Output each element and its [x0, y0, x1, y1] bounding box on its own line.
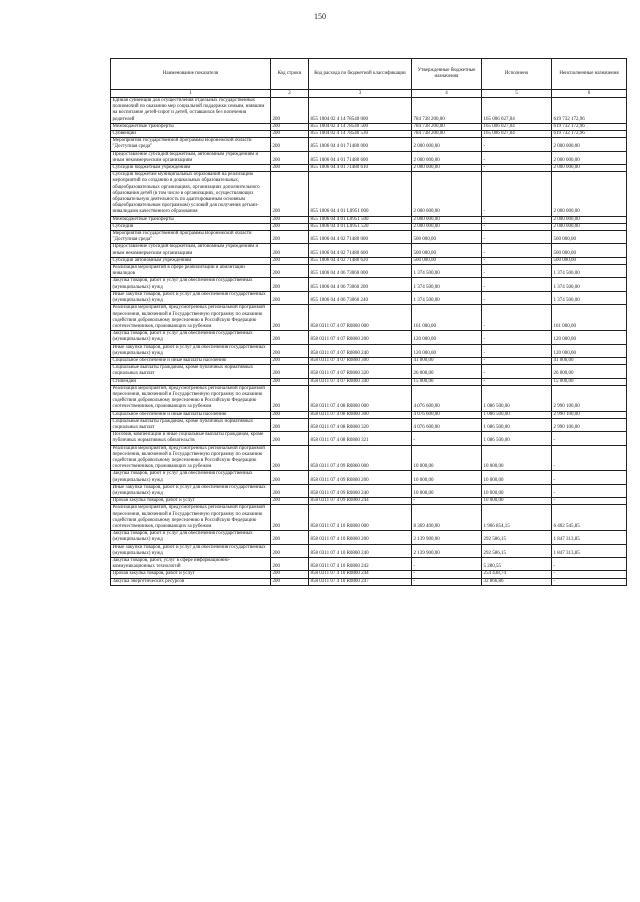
budget-execution-table [110, 58, 627, 586]
cell-executed: 165 006 027,04 [482, 131, 552, 138]
cell-remaining: 2 000 000,00 [552, 138, 627, 151]
cell-budget-code: 858 0311 07 4 07 R0860 300 [309, 357, 412, 364]
table-row [111, 411, 627, 418]
cell-line-code: 200 [271, 578, 309, 585]
cell-executed: - [482, 365, 552, 378]
cell-indicator-name: Предоставление субсидий бюджетным, автономным учреждениям и иным некоммерческим организациям [111, 244, 271, 257]
cell-indicator-name: Закупка товаров, работ и услуг для обеспечения государственных (муниципальных) нужд [111, 331, 271, 344]
table-row [111, 498, 627, 505]
cell-indicator-name: Иные закупки товаров, работ и услуг для обеспечения государственных (муниципальных) нужд [111, 344, 271, 357]
cell-executed: 10 000,00 [482, 484, 552, 497]
cell-remaining: 2 000 000,00 [552, 165, 627, 172]
cell-approved: 2 000 000,00 [412, 151, 482, 164]
cell-remaining: 161 000,00 [552, 305, 627, 331]
cell-line-code: 200 [271, 223, 309, 230]
table-row [111, 257, 627, 264]
cell-indicator-name: Закупка товаров, работ и услуг для обеспечения государственных (муниципальных) нужд [111, 471, 271, 484]
cell-approved: 4 076 600,00 [412, 385, 482, 411]
table-row [111, 344, 627, 357]
cell-approved: 1 374 500,00 [412, 278, 482, 291]
cell-remaining: - [552, 471, 627, 484]
cell-remaining: 2 000 000,00 [552, 151, 627, 164]
cell-remaining: 500 000,00 [552, 231, 627, 244]
cell-remaining: 26 000,00 [552, 365, 627, 378]
cell-executed: - [482, 265, 552, 278]
cell-line-code: 200 [271, 357, 309, 364]
cell-budget-code: 858 0311 07 4 09 R0860 244 [309, 498, 412, 505]
cell-executed: - [482, 231, 552, 244]
cell-approved: 10 000,00 [412, 471, 482, 484]
cell-indicator-name: Мероприятия государственной программы Воронежской области "Доступная среда" [111, 231, 271, 244]
cell-line-code: 200 [271, 558, 309, 571]
cell-indicator-name: Предоставление субсидий бюджетным, автономным учреждениям и иным некоммерческим организациям [111, 151, 271, 164]
cell-budget-code: 858 0311 07 4 10 R0860 247 [309, 578, 412, 585]
cell-remaining: 500 000,00 [552, 257, 627, 264]
cell-remaining: - [552, 558, 627, 571]
cell-line-code: 200 [271, 378, 309, 385]
table-row [111, 151, 627, 164]
cell-line-code: 200 [271, 123, 309, 130]
cell-executed: 10 000,00 [482, 445, 552, 471]
table-row [111, 331, 627, 344]
table-row [111, 432, 627, 445]
table-row [111, 131, 627, 138]
cell-budget-code: 858 0311 07 4 07 R0860 200 [309, 331, 412, 344]
cell-budget-code: 855 1004 02 4 14 78540 530 [309, 131, 412, 138]
cell-approved: 1 374 500,00 [412, 291, 482, 304]
cell-indicator-name: Субсидии бюджетам муниципальных образований на реализацию мероприятий по созданию в дошкольных образовательных, общеобразовательных организациях, организациях дополнительного образования детей (в том числе в организациях, осуществляющих образовательную деятельность по адаптированным основным общеобразовательным программам) условий для получения детьми-инвалидами качественного образования [111, 172, 271, 216]
cell-approved: 4 076 600,00 [412, 411, 482, 418]
cell-approved: - [412, 558, 482, 571]
cell-approved: 2 000 000,00 [412, 216, 482, 223]
cell-budget-code: 855 1006 04 4 01 71480 600 [309, 151, 412, 164]
cell-line-code: 200 [271, 544, 309, 557]
cell-approved: 26 000,00 [412, 365, 482, 378]
cell-approved: 784 738 200,00 [412, 98, 482, 124]
cell-budget-code: 858 0311 07 4 09 R0860 200 [309, 471, 412, 484]
table-row [111, 265, 627, 278]
cell-budget-code: 858 0311 07 4 09 R0860 240 [309, 484, 412, 497]
cell-remaining: 619 732 172,96 [552, 131, 627, 138]
cell-budget-code: 858 0311 07 4 08 R0860 320 [309, 418, 412, 431]
cell-executed: - [482, 216, 552, 223]
cell-executed: - [482, 344, 552, 357]
cell-budget-code: 858 0311 07 4 07 R0860 320 [309, 365, 412, 378]
cell-remaining: 619 732 172,96 [552, 123, 627, 130]
cell-remaining: - [552, 498, 627, 505]
table-row [111, 365, 627, 378]
table-row [111, 558, 627, 571]
cell-indicator-name: Субсидии автономным учреждениям [111, 257, 271, 264]
cell-budget-code: 858 0311 07 4 10 R0860 000 [309, 505, 412, 531]
cell-line-code: 200 [271, 418, 309, 431]
cell-remaining: 1 847 313,85 [552, 544, 627, 557]
cell-remaining: 2 000 000,00 [552, 216, 627, 223]
table-row [111, 216, 627, 223]
cell-remaining: 6 402 545,85 [552, 505, 627, 531]
cell-budget-code: 855 1006 04 4 06 73060 240 [309, 291, 412, 304]
cell-executed: - [482, 278, 552, 291]
cell-line-code: 200 [271, 151, 309, 164]
cell-remaining: 120 000,00 [552, 344, 627, 357]
cell-line-code: 200 [271, 471, 309, 484]
cell-line-code: 200 [271, 571, 309, 578]
cell-budget-code: 858 0311 07 4 07 R0860 000 [309, 305, 412, 331]
table-row [111, 305, 627, 331]
cell-approved: 8 369 400,00 [412, 505, 482, 531]
table-row [111, 571, 627, 578]
cell-executed: - [482, 165, 552, 172]
table-row [111, 98, 627, 124]
cell-budget-code: 855 1004 02 4 14 78540 000 [309, 98, 412, 124]
table-row [111, 578, 627, 585]
cell-remaining: 41 000,00 [552, 357, 627, 364]
cell-indicator-name: Стипендии [111, 378, 271, 385]
cell-approved: 4 076 600,00 [412, 418, 482, 431]
column-number: 2 [271, 90, 309, 98]
cell-remaining: 2 990 100,00 [552, 385, 627, 411]
table-row [111, 357, 627, 364]
cell-budget-code: 858 0311 07 4 10 R0860 244 [309, 571, 412, 578]
cell-budget-code: 858 0311 07 4 10 R0860 200 [309, 531, 412, 544]
cell-approved: - [412, 571, 482, 578]
cell-executed: 292 586,15 [482, 544, 552, 557]
cell-budget-code: 855 1006 04 4 01 L0951 500 [309, 216, 412, 223]
cell-indicator-name: Реализация мероприятий, предусмотренных региональной программой переселения, включенной в Государственную программу по оказанию содействия добровольному переселению в Российскую Федерацию соотечественников, проживающих за рубежом [111, 445, 271, 471]
cell-indicator-name: Прочая закупка товаров, работ и услуг [111, 571, 271, 578]
cell-indicator-name: Межбюджетные трансферты [111, 123, 271, 130]
cell-budget-code: 855 1006 04 4 01 71480 610 [309, 165, 412, 172]
cell-approved: 500 000,00 [412, 244, 482, 257]
cell-executed: 165 006 027,04 [482, 123, 552, 130]
cell-approved: - [412, 432, 482, 445]
cell-line-code: 200 [271, 278, 309, 291]
cell-approved: 15 000,00 [412, 378, 482, 385]
column-number-row [111, 90, 627, 98]
cell-indicator-name: Субсидии бюджетным учреждениям [111, 165, 271, 172]
cell-executed: 10 000,00 [482, 498, 552, 505]
cell-indicator-name: Реализация мероприятий, предусмотренных региональной программой переселения, включенной в Государственную программу по оказанию содействия добровольному переселению в Российскую Федерацию соотечественников, проживающих за рубежом [111, 305, 271, 331]
cell-remaining: 15 000,00 [552, 378, 627, 385]
cell-approved: 10 000,00 [412, 484, 482, 497]
cell-approved: 500 000,00 [412, 257, 482, 264]
table-row [111, 123, 627, 130]
cell-remaining: 500 000,00 [552, 244, 627, 257]
cell-budget-code: 855 1006 04 4 02 71480 620 [309, 257, 412, 264]
cell-indicator-name: Субвенции [111, 131, 271, 138]
cell-indicator-name: Закупка товаров, работ и услуг для обеспечения государственных (муниципальных) нужд [111, 278, 271, 291]
cell-approved: 784 738 200,00 [412, 131, 482, 138]
cell-executed: 1 086 500,00 [482, 432, 552, 445]
cell-executed: 1 086 500,00 [482, 411, 552, 418]
cell-indicator-name: Реализация мероприятий, предусмотренных региональной программой переселения, включенной в Государственную программу по оказанию содействия добровольному переселению в Российскую Федерацию соотечественников, проживающих за рубежом [111, 385, 271, 411]
cell-executed: - [482, 378, 552, 385]
cell-remaining: - [552, 432, 627, 445]
cell-executed: 1 086 500,00 [482, 418, 552, 431]
cell-remaining: 120 000,00 [552, 331, 627, 344]
cell-budget-code: 858 0311 07 4 09 R0860 000 [309, 445, 412, 471]
cell-executed: - [482, 172, 552, 216]
cell-line-code: 200 [271, 291, 309, 304]
cell-line-code: 200 [271, 305, 309, 331]
cell-line-code: 200 [271, 216, 309, 223]
cell-executed: 1 966 854,15 [482, 505, 552, 531]
cell-remaining: - [552, 484, 627, 497]
page-number: 150 [314, 12, 326, 21]
cell-budget-code: 855 1006 04 4 01 L0951 520 [309, 223, 412, 230]
cell-approved: - [412, 578, 482, 585]
cell-executed: - [482, 138, 552, 151]
table-body [111, 98, 627, 586]
cell-executed: - [482, 291, 552, 304]
table-row [111, 445, 627, 471]
cell-line-code: 200 [271, 498, 309, 505]
cell-executed: - [482, 257, 552, 264]
cell-remaining: 1 374 500,00 [552, 278, 627, 291]
column-number: 1 [111, 90, 271, 98]
table-row [111, 418, 627, 431]
cell-line-code: 200 [271, 484, 309, 497]
table-row [111, 291, 627, 304]
cell-indicator-name: Субсидии [111, 223, 271, 230]
table-row [111, 223, 627, 230]
table-row [111, 378, 627, 385]
table-row [111, 231, 627, 244]
cell-line-code: 200 [271, 411, 309, 418]
cell-remaining: 619 732 172,96 [552, 98, 627, 124]
cell-executed: - [482, 151, 552, 164]
cell-remaining: - [552, 578, 627, 585]
table-row [111, 244, 627, 257]
cell-approved: 2 139 900,00 [412, 544, 482, 557]
cell-remaining: 1 374 500,00 [552, 291, 627, 304]
cell-remaining: 2 000 000,00 [552, 172, 627, 216]
table-row [111, 278, 627, 291]
cell-indicator-name: Закупка товаров, работ и услуг для обеспечения государственных (муниципальных) нужд [111, 531, 271, 544]
header-budget-code: Код расхода по бюджетной классификации [309, 59, 412, 90]
cell-executed: 10 000,00 [482, 471, 552, 484]
cell-indicator-name: Реализация мероприятий, предусмотренных региональной программой переселения, включенной в Государственную программу по оказанию содействия добровольному переселению в Российскую Федерацию соотечественников, проживающих за рубежом [111, 505, 271, 531]
cell-executed: 32 866,86 [482, 578, 552, 585]
cell-line-code: 200 [271, 331, 309, 344]
table-row [111, 385, 627, 411]
cell-line-code: 200 [271, 165, 309, 172]
cell-executed: - [482, 331, 552, 344]
cell-budget-code: 855 1006 04 4 06 73060 200 [309, 278, 412, 291]
cell-line-code: 200 [271, 257, 309, 264]
table-row [111, 531, 627, 544]
header-executed: Исполнено [482, 59, 552, 90]
cell-executed: 5 280,55 [482, 558, 552, 571]
cell-line-code: 200 [271, 131, 309, 138]
cell-line-code: 200 [271, 138, 309, 151]
column-number: 3 [309, 90, 412, 98]
cell-line-code: 200 [271, 172, 309, 216]
cell-budget-code: 858 0311 07 4 10 R0860 240 [309, 544, 412, 557]
cell-line-code: 200 [271, 231, 309, 244]
cell-indicator-name: Социальные выплаты гражданам, кроме публичных нормативных социальных выплат [111, 365, 271, 378]
header-approved: Утвержденные бюджетные назначения [412, 59, 482, 90]
table-row [111, 544, 627, 557]
cell-line-code: 200 [271, 445, 309, 471]
cell-indicator-name: Закупка товаров, работ, услуг в сфере информационно-коммуникационных технологий [111, 558, 271, 571]
table-header-row [111, 59, 627, 90]
cell-indicator-name: Социальные выплаты гражданам, кроме публичных нормативных социальных выплат [111, 418, 271, 431]
cell-approved: 784 738 200,00 [412, 123, 482, 130]
cell-remaining: - [552, 445, 627, 471]
cell-approved: 2 139 900,00 [412, 531, 482, 544]
cell-approved: 2 000 000,00 [412, 172, 482, 216]
cell-budget-code: 858 0311 07 4 07 R0860 340 [309, 378, 412, 385]
cell-indicator-name: Мероприятия государственной программы Воронежской области "Доступная среда" [111, 138, 271, 151]
cell-approved: 10 000,00 [412, 445, 482, 471]
header-remaining: Неисполненные назначения [552, 59, 627, 90]
header-indicator-name: Наименование показателя [111, 59, 271, 90]
cell-remaining: 1 374 500,00 [552, 265, 627, 278]
cell-budget-code: 855 1006 04 4 01 L0951 000 [309, 172, 412, 216]
cell-budget-code: 855 1006 04 4 06 73060 000 [309, 265, 412, 278]
cell-line-code: 200 [271, 344, 309, 357]
cell-remaining: 2 000 000,00 [552, 223, 627, 230]
cell-approved: - [412, 498, 482, 505]
cell-budget-code: 855 1006 04 4 02 71480 000 [309, 231, 412, 244]
column-number: 6 [552, 90, 627, 98]
cell-approved: 120 000,00 [412, 331, 482, 344]
cell-budget-code: 855 1006 04 4 01 71480 000 [309, 138, 412, 151]
cell-budget-code: 858 0311 07 4 10 R0860 242 [309, 558, 412, 571]
cell-indicator-name: Закупка энергетических ресурсов [111, 578, 271, 585]
cell-budget-code: 858 0311 07 4 08 R0860 300 [309, 411, 412, 418]
cell-indicator-name: Реализация мероприятий в сфере реабилитации и абилитации инвалидов [111, 265, 271, 278]
cell-indicator-name: Иные закупки товаров, работ и услуг для обеспечения государственных (муниципальных) нужд [111, 291, 271, 304]
cell-approved: 2 000 000,00 [412, 138, 482, 151]
cell-line-code: 200 [271, 385, 309, 411]
cell-indicator-name: Прочая закупка товаров, работ и услуг [111, 498, 271, 505]
table-row [111, 471, 627, 484]
cell-remaining: 2 990 100,00 [552, 418, 627, 431]
cell-remaining: 1 847 313,85 [552, 531, 627, 544]
cell-approved: 1 374 500,00 [412, 265, 482, 278]
cell-indicator-name: Пособия, компенсации и иные социальные выплаты гражданам, кроме публичных нормативных обязательств [111, 432, 271, 445]
table-row [111, 138, 627, 151]
cell-executed: 254 438,74 [482, 571, 552, 578]
cell-approved: 41 000,00 [412, 357, 482, 364]
cell-approved: 2 000 000,00 [412, 223, 482, 230]
cell-budget-code: 858 0311 07 4 07 R0860 240 [309, 344, 412, 357]
table-row [111, 172, 627, 216]
cell-budget-code: 858 0311 07 4 08 R0860 321 [309, 432, 412, 445]
cell-line-code: 200 [271, 505, 309, 531]
cell-budget-code: 855 1006 04 4 02 71480 600 [309, 244, 412, 257]
cell-remaining: - [552, 571, 627, 578]
cell-approved: 120 000,00 [412, 344, 482, 357]
header-line-code: Код строки [271, 59, 309, 90]
column-number: 4 [412, 90, 482, 98]
cell-remaining: 2 990 100,00 [552, 411, 627, 418]
cell-budget-code: 858 0311 07 4 08 R0860 000 [309, 385, 412, 411]
cell-indicator-name: Единая субвенция для осуществления отдельных государственных полномочий по оказанию мер социальной поддержки семьям, взявшим на воспитание детей-сирот и детей, оставшихся без попечения родителей [111, 98, 271, 124]
column-number: 5 [482, 90, 552, 98]
cell-executed: - [482, 223, 552, 230]
cell-executed: 292 586,15 [482, 531, 552, 544]
cell-line-code: 200 [271, 531, 309, 544]
cell-line-code: 200 [271, 98, 309, 124]
cell-line-code: 200 [271, 365, 309, 378]
cell-executed: - [482, 244, 552, 257]
table-row [111, 505, 627, 531]
cell-indicator-name: Социальное обеспечение и иные выплаты населению [111, 357, 271, 364]
cell-executed: - [482, 357, 552, 364]
table-row [111, 165, 627, 172]
cell-line-code: 200 [271, 432, 309, 445]
cell-indicator-name: Иные закупки товаров, работ и услуг для обеспечения государственных (муниципальных) нужд [111, 544, 271, 557]
cell-approved: 500 000,00 [412, 231, 482, 244]
cell-executed: 1 086 500,00 [482, 385, 552, 411]
cell-line-code: 200 [271, 265, 309, 278]
table-row [111, 484, 627, 497]
cell-line-code: 200 [271, 244, 309, 257]
cell-executed: - [482, 305, 552, 331]
cell-budget-code: 855 1004 02 4 14 78540 500 [309, 123, 412, 130]
cell-approved: 2 000 000,00 [412, 165, 482, 172]
cell-indicator-name: Межбюджетные трансферты [111, 216, 271, 223]
cell-indicator-name: Социальное обеспечение и иные выплаты населению [111, 411, 271, 418]
cell-indicator-name: Иные закупки товаров, работ и услуг для обеспечения государственных (муниципальных) нужд [111, 484, 271, 497]
cell-executed: 165 006 027,04 [482, 98, 552, 124]
cell-approved: 161 000,00 [412, 305, 482, 331]
